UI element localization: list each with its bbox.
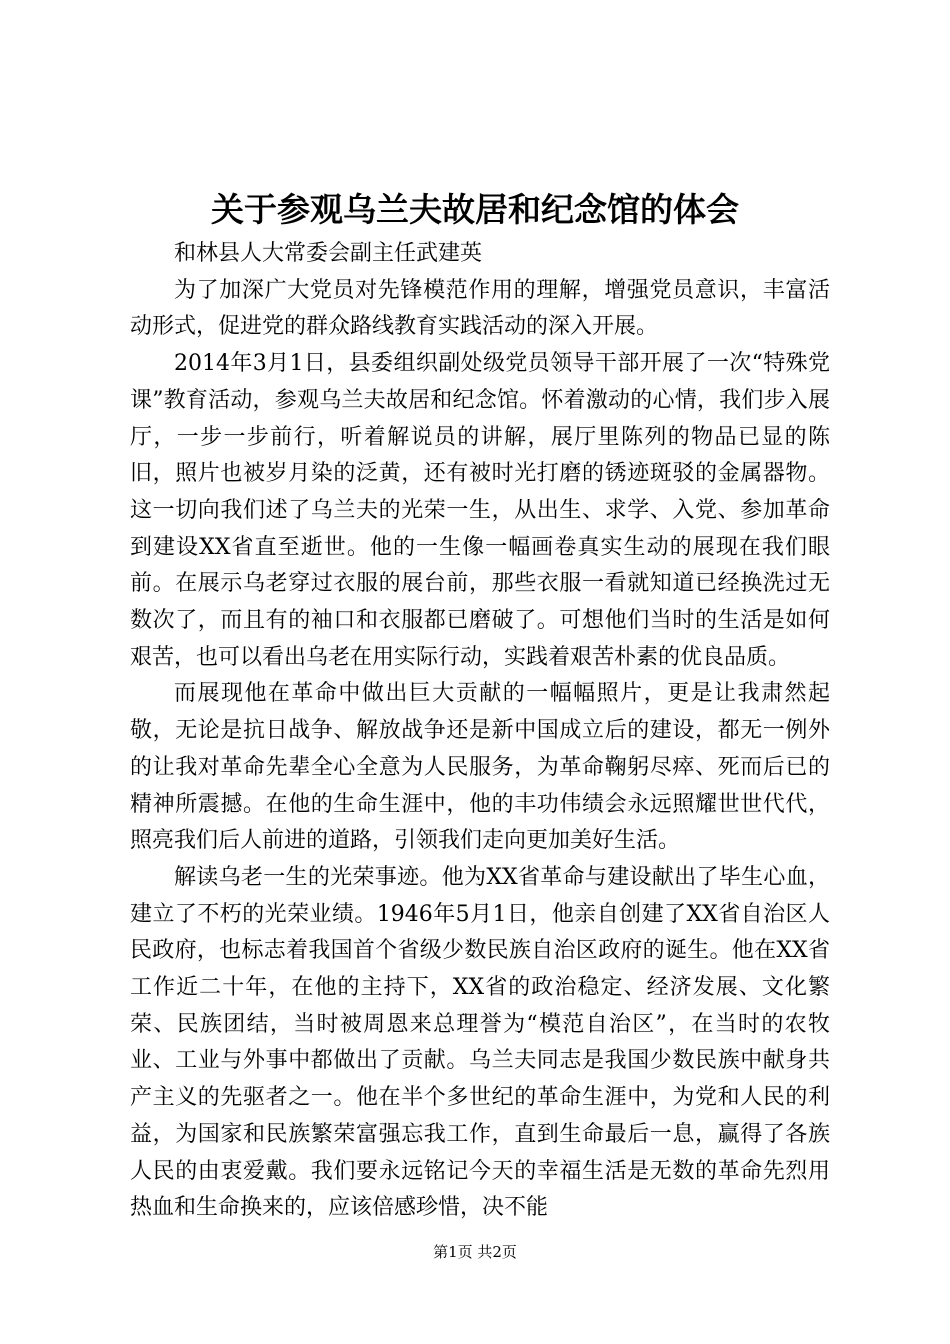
author-line: 和林县人大常委会副主任武建英 [174,241,483,266]
paragraph-4: 解读乌老一生的光荣事迹。他为XX省革命与建设献出了毕生心血，建立了不朽的光荣业绩。1946年5月1日，他亲自创建了XX省自治区人民政府，也标志着我国首个省级少数民族自治区政府的诞生。他在XX省工作近二十年，在他的主持下，XX省的政治稳定、经济发展、文化繁荣、民族团结，当时被周恩来总理誉为“模范自治区”，在当时的农牧业、工业与外事中都做出了贡献。乌兰夫同志是我国少数民族中献身共产主义的先驱者之一。他在半个多世纪的革命生涯中，为党和人民的利益，为国家和民族繁荣富强忘我工作，直到生命最后一息，赢得了各族人民的由衷爱戴。我们要永远铭记今天的幸福生活是无数的革命先烈用热血和生命换来的，应该倍感珍惜，决不能 [130,864,830,1221]
document-body [130,236,830,1227]
paragraph-1: 为了加深广大党员对先锋模范作用的理解，增强党员意识，丰富活动形式，促进党的群众路线教育实践活动的深入开展。 [130,277,830,340]
document-title: 关于参观乌兰夫故居和纪念馆的体会 [211,190,739,229]
page-footer: 第1页 共2页 [433,1243,517,1261]
paragraph-3: 而展现他在革命中做出巨大贡献的一幅幅照片，更是让我肃然起敬，无论是抗日战争、解放战争还是新中国成立后的建设，都无一例外的让我对革命先辈全心全意为人民服务，为革命鞠躬尽瘁、死而后已的精神所震撼。在他的生命生涯中，他的丰功伟绩会永远照耀世世代代，照亮我们后人前进的道路，引领我们走向更加美好生活。 [130,681,830,854]
paragraph-2: 2014年3月1日，县委组织副处级党员领导干部开展了一次“特殊党课”教育活动，参观乌兰夫故居和纪念馆。怀着激动的心情，我们步入展厅，一步一步前行，听着解说员的讲解，展厅里陈列的物品已显的陈旧，照片也被岁月染的泛黄，还有被时光打磨的锈迹斑驳的金属器物。这一切向我们述了乌兰夫的光荣一生，从出生、求学、入党、参加革命到建设XX省直至逝世。他的一生像一幅画卷真实生动的展现在我们眼前。在展示乌老穿过衣服的展台前，那些衣服一看就知道已经换洗过无数次了，而且有的袖口和衣服都已磨破了。可想他们当时的生活是如何艰苦，也可以看出乌老在用实际行动，实践着艰苦朴素的优良品质。 [130,351,830,670]
